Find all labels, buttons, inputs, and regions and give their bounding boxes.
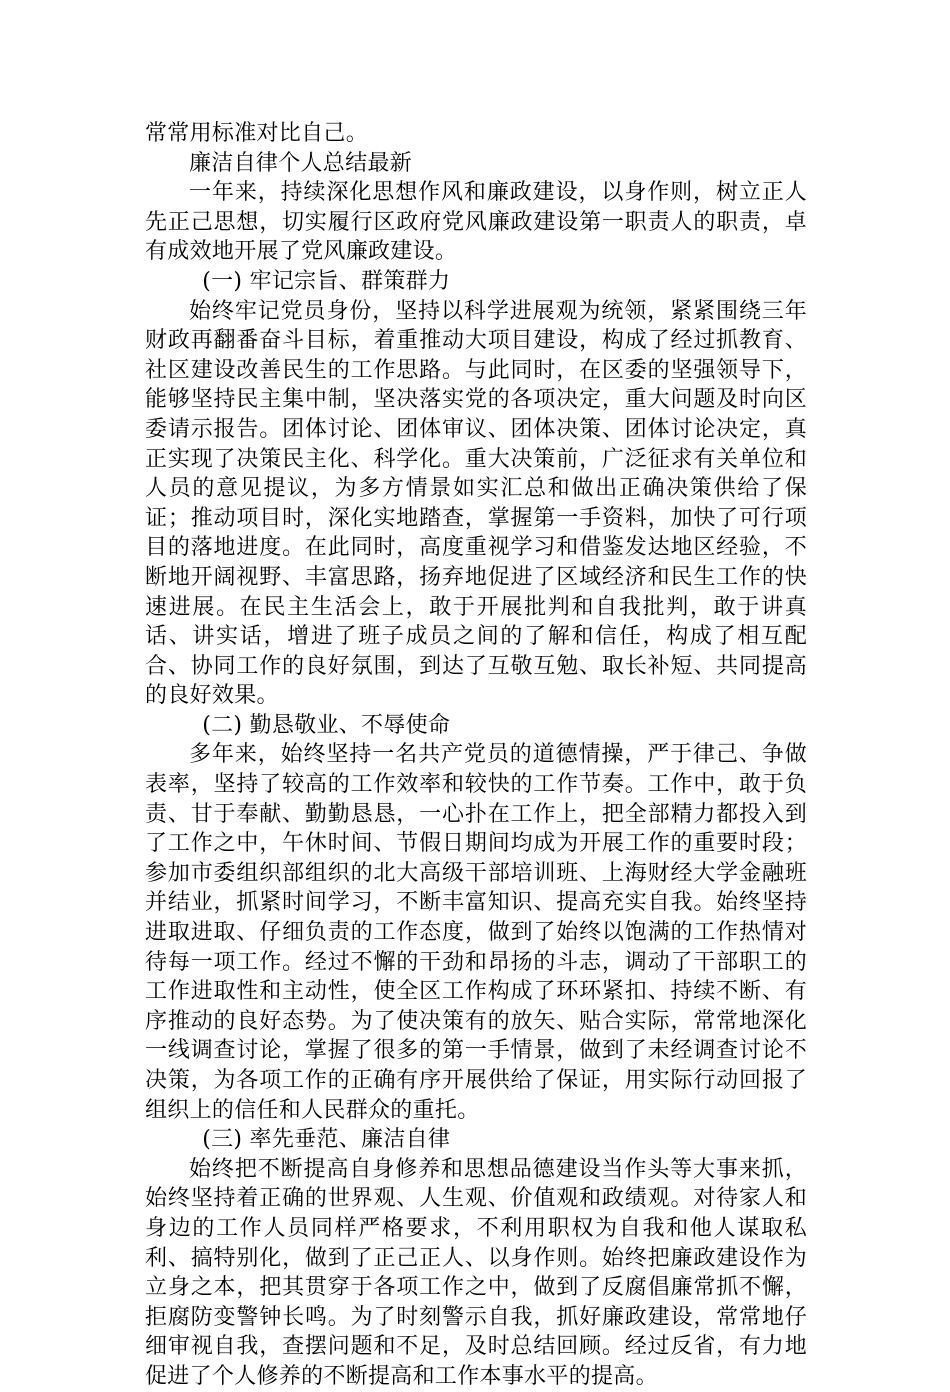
intro-paragraph: 一年来，持续深化思想作风和廉政建设，以身作则，树立正人先正己思想，切实履行区政府党风廉政建设第一职责人的职责，卓有成效地开展了党风廉政建设。	[145, 180, 807, 265]
section-body-3: 始终把不断提高自身修养和思想品德建设当作头等大事来抓，始终坚持着正确的世界观、人生观、价值观和政绩观。对待家人和身边的工作人员同样严格要求，不利用职权为自我和他人谋取私利、搞特别化，做到了正己正人、以身作则。始终把廉政建设作为立身之本，把其贯穿于各项工作之中，做到了反腐倡廉常抓不懈，拒腐防变警钟长鸣。为了时刻警示自我，抓好廉政建设，常常地仔细审视自我，查摆问题和不足，及时总结回顾。经过反省，有力地促进了个人修养的不断提高和工作本事水平的提高。	[145, 1156, 807, 1389]
section-heading-1: (一) 牢记宗旨、群策群力	[202, 268, 451, 294]
lead-line: 常常用标准对比自己。	[145, 121, 369, 146]
section-heading-3: (三) 率先垂范、廉洁自律	[202, 1127, 451, 1153]
document-page	[145, 119, 807, 1392]
section-body-1: 始终牢记党员身份，坚持以科学进展观为统领，紧紧围绕三年财政再翻番奋斗目标，着重推动大项目建设，构成了经过抓教育、社区建设改善民生的工作思路。与此同时，在区委的坚强领导下，能够坚持民主集中制，坚决落实党的各项决定，重大问题及时向区委请示报告。团体讨论、团体审议、团体决策、团体讨论决定，真正实现了决策民主化、科学化。重大决策前，广泛征求有关单位和人员的意见提议，为多方情景如实汇总和做出正确决策供给了保证；推动项目时，深化实地踏查，掌握第一手资料，加快了可行项目的落地进度。在此同时，高度重视学习和借鉴发达地区经验，不断地开阔视野、丰富思路，扬弃地促进了区域经济和民生工作的快速进展。在民主生活会上，敢于开展批判和自我批判，敢于讲真话、讲实话，增进了班子成员之间的了解和信任，构成了相互配合、协同工作的良好氛围，到达了互敬互勉、取长补短、共同提高的良好效果。	[145, 298, 807, 709]
section-body-2: 多年来，始终坚持一名共产党员的道德情操，严于律己、争做表率，坚持了较高的工作效率和较快的工作节奏。工作中，敢于负责、甘于奉献、勤勤恳恳，一心扑在工作上，把全部精力都投入到了工作之中，午休时间、节假日期间均成为开展工作的重要时段；参加市委组织部组织的北大高级干部培训班、上海财经大学金融班并结业，抓紧时间学习，不断丰富知识、提高充实自我。始终坚持进取进取、仔细负责的工作态度，做到了始终以饱满的工作热情对待每一项工作。经过不懈的干劲和昂扬的斗志，调动了干部职工的工作进取性和主动性，使全区工作构成了环环紧扣、持续不断、有序推动的良好态势。为了使决策有的放矢、贴合实际，常常地深化一线调查讨论，掌握了很多的第一手情景，做到了未经调查讨论不决策，为各项工作的正确有序开展供给了保证，用实际行动回报了组织上的信任和人民群众的重托。	[145, 742, 807, 1123]
document-title: 廉洁自律个人总结最新	[189, 150, 413, 176]
section-heading-2: (二) 勤恳敬业、不辱使命	[202, 712, 451, 738]
